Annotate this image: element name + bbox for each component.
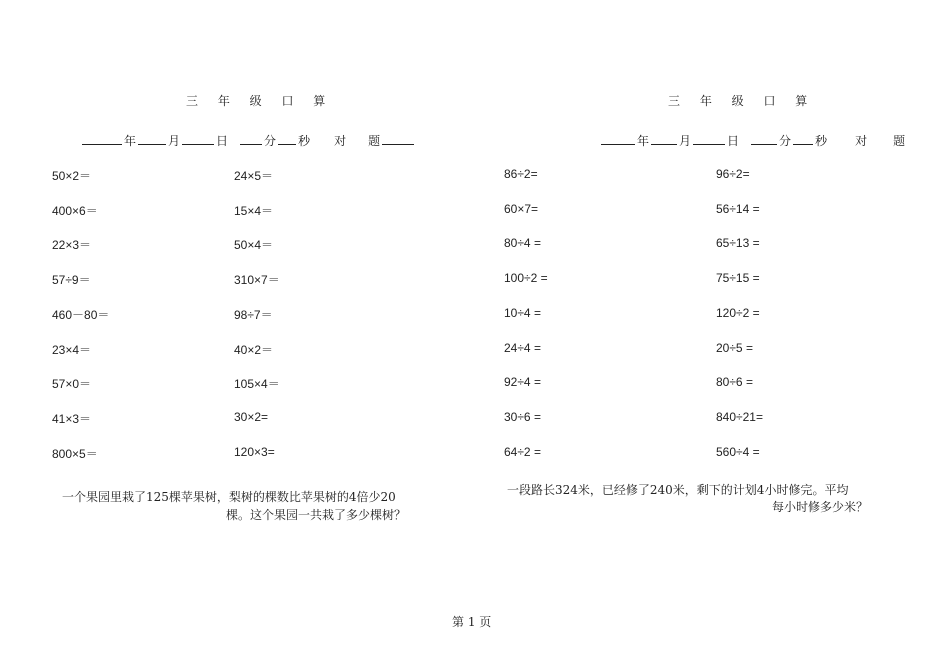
right-year-label: 年 [637,134,650,148]
problem: 60×7= [504,202,539,216]
problem: 24÷4 = [504,341,541,355]
problem: 96÷2= [716,167,750,181]
problem: 57×0＝ [52,377,92,391]
problem: 10÷4 = [504,306,541,320]
problem: 460－80＝ [52,308,110,322]
left-word-problem-line2: 棵。这个果园一共栽了多少棵树？ [226,508,407,522]
problem: 75÷15 = [716,271,760,285]
page-number: 第 1 页 [452,615,492,629]
left-minute-blank[interactable] [240,131,262,145]
problem: 23×4＝ [52,343,92,357]
problem: 15×4＝ [234,204,274,218]
problem: 80÷4 = [504,236,541,250]
problem: 92÷4 = [504,375,541,389]
left-correct-label: 对 [334,134,347,148]
problem: 98÷7＝ [234,308,273,322]
left-minute-label: 分 [264,134,277,148]
right-second-blank[interactable] [793,131,813,145]
problem: 120×3= [234,445,275,459]
problem: 22×3＝ [52,238,92,252]
right-minute-blank[interactable] [751,131,777,145]
right-month-blank[interactable] [651,131,677,145]
right-page-title: 三 年 级 口 算 [668,94,816,108]
left-second-blank[interactable] [278,131,296,145]
problem: 840÷21= [716,410,763,424]
problem: 24×5＝ [234,169,274,183]
right-question-label: 题 [893,134,906,148]
problem: 50×2＝ [52,169,92,183]
problem: 310×7＝ [234,273,280,287]
left-day-label: 日 [216,134,229,148]
problem: 100÷2 = [504,271,548,285]
problem: 50×4＝ [234,238,274,252]
left-year-label: 年 [124,134,137,148]
left-info-line [82,131,414,149]
right-year-blank[interactable] [601,131,635,145]
problem: 30×2= [234,410,269,424]
right-correct-label: 对 [855,134,868,148]
left-month-blank[interactable] [138,131,166,145]
problem: 40×2＝ [234,343,274,357]
problem: 65÷13 = [716,236,760,250]
left-correct-count-blank[interactable] [382,131,414,145]
right-info-line [601,131,907,149]
problem: 105×4＝ [234,377,280,391]
left-page-title: 三 年 级 口 算 [186,94,334,108]
problem: 41×3＝ [52,412,92,426]
problem: 400×6＝ [52,204,98,218]
left-second-label: 秒 [298,134,311,148]
right-second-label: 秒 [815,134,828,148]
problem: 800×5＝ [52,447,98,461]
problem: 64÷2 = [504,445,541,459]
right-minute-label: 分 [779,134,792,148]
problem: 120÷2 = [716,306,760,320]
left-month-label: 月 [168,134,181,148]
problem: 86÷2= [504,167,538,181]
right-day-label: 日 [727,134,740,148]
problem: 30÷6 = [504,410,541,424]
left-day-blank[interactable] [182,131,214,145]
left-question-label: 题 [368,134,381,148]
left-year-blank[interactable] [82,131,122,145]
right-word-problem-line1: 一段路长324米，已经修了240米，剩下的计划4小时修完。平均 [507,483,849,497]
problem: 56÷14 = [716,202,760,216]
right-month-label: 月 [679,134,692,148]
problem: 560÷4 = [716,445,760,459]
left-word-problem-line1: 一个果园里栽了125棵苹果树，梨树的棵数比苹果树的4倍少20 [62,490,396,504]
right-word-problem-line2: 每小时修多少米？ [772,500,869,514]
problem: 57÷9＝ [52,273,91,287]
problem: 20÷5 = [716,341,753,355]
right-day-blank[interactable] [693,131,725,145]
problem: 80÷6 = [716,375,753,389]
